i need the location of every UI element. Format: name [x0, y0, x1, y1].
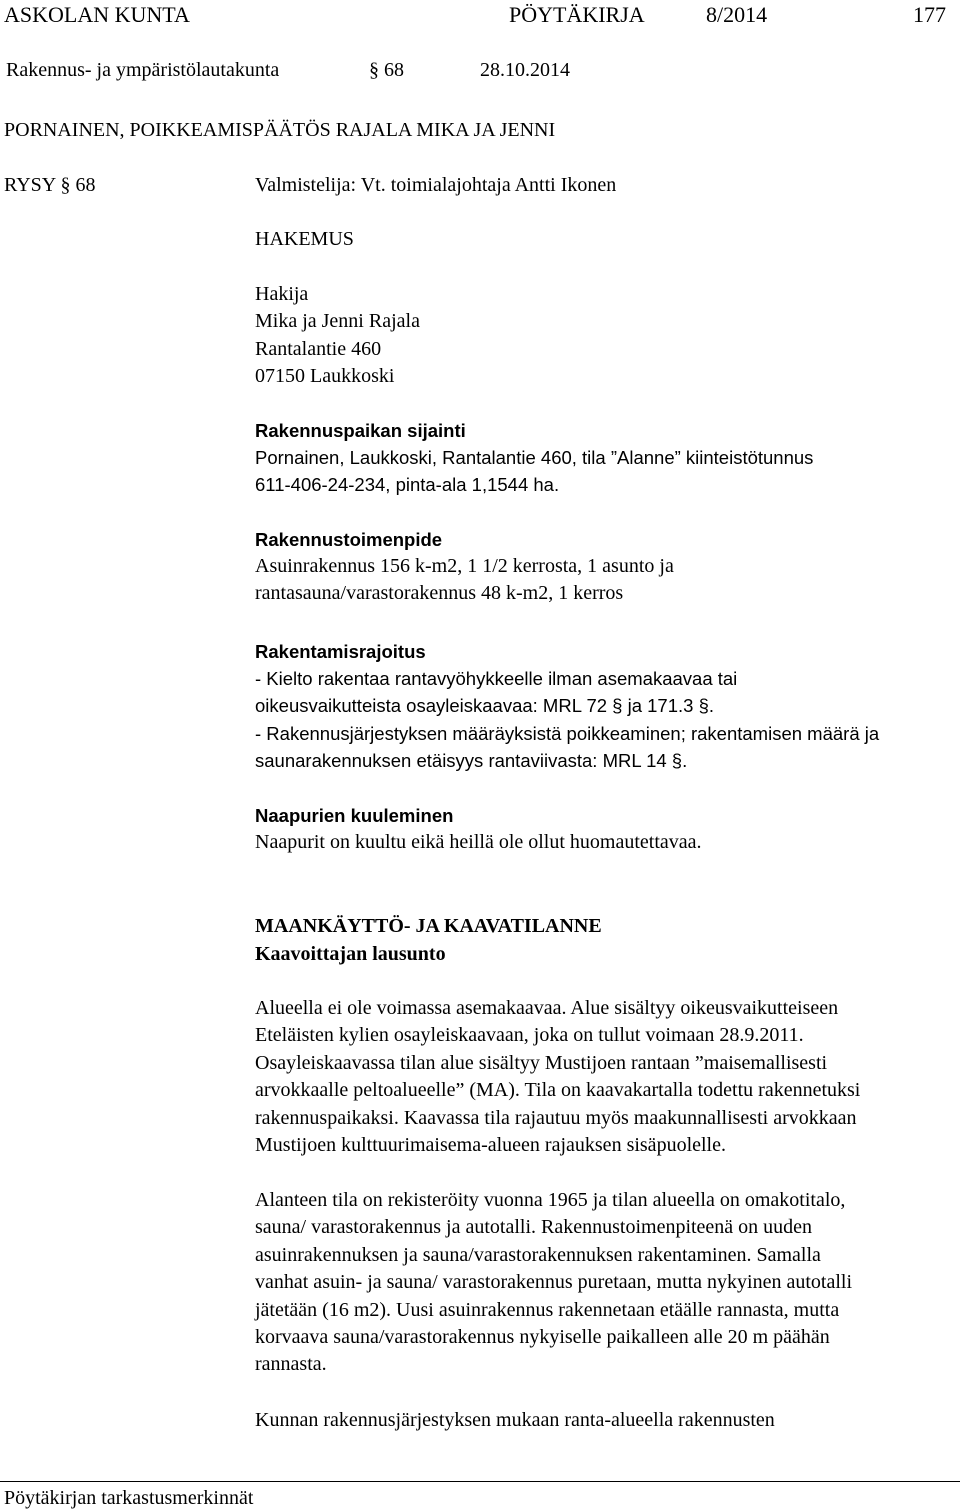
location-block	[255, 444, 955, 499]
statement-line: Osayleiskaavassa tilan alue sisältyy Mustijoen rantaan ”maisemallisesti	[255, 1051, 828, 1074]
applicant-street: Rantalantie 460	[255, 337, 382, 360]
measure-heading: Rakennustoimenpide	[255, 529, 443, 550]
measure-block	[255, 553, 955, 608]
measure-line: Asuinrakennus 156 k-m2, 1 1/2 kerrosta, 1 asunto ja	[255, 555, 674, 577]
history-line: jätetään (16 m2). Uusi asuinrakennus rakennetaan etäälle rannasta, mutta	[255, 1298, 840, 1321]
history-line: sauna/ varastorakennus ja autotalli. Rakennustoimenpiteenä on uuden	[255, 1216, 813, 1239]
restriction-block	[255, 665, 955, 775]
history-line: korvaava sauna/varastorakennus nykyiselle paikalleen alle 20 m päähän	[255, 1325, 830, 1348]
restriction-line: oikeusvaikutteista osayleiskaavaa: MRL 72 § ja 171.3 §.	[255, 695, 714, 717]
matter-title: PORNAINEN, POIKKEAMISPÄÄTÖS RAJALA MIKA JA JENNI	[4, 119, 556, 141]
continued-line: Kunnan rakennusjärjestyksen mukaan ranta-alueella rakennusten	[255, 1409, 775, 1431]
history-line: Alanteen tila on rekisteröity vuonna 1965 ja tilan alueella on omakotitalo,	[255, 1189, 846, 1211]
location-line: 611-406-24-234, pinta-ala 1,1544 ha.	[255, 474, 560, 496]
applicant-block	[255, 281, 955, 391]
applicant-name: Mika ja Jenni Rajala	[255, 310, 420, 333]
land-use-heading: MAANKÄYTTÖ- JA KAAVATILANNE	[255, 915, 602, 937]
footer-rule	[0, 1481, 960, 1482]
statement-line: Mustijoen kulttuurimaisema-alueen rajauksen sisäpuolelle.	[255, 1133, 726, 1156]
neighbours-block	[255, 829, 955, 856]
issue-number: 8/2014	[706, 2, 768, 27]
document-type: PÖYTÄKIRJA	[509, 2, 645, 27]
section-number: § 68	[369, 59, 404, 81]
committee-name: Rakennus- ja ympäristölautakunta	[6, 59, 280, 81]
restriction-line: - Kielto rakentaa rantavyöhykkeelle ilman asemakaavaa tai	[255, 668, 738, 689]
history-line: rannasta.	[255, 1353, 327, 1376]
page-number: 177	[913, 2, 946, 27]
neighbours-line: Naapurit on kuultu eikä heillä ole ollut huomautettavaa.	[255, 831, 702, 853]
neighbours-heading: Naapurien kuuleminen	[255, 805, 454, 826]
restriction-line: saunarakennuksen etäisyys rantaviivasta: MRL 14 §.	[255, 750, 688, 772]
applicant-postcode: 07150 Laukkoski	[255, 365, 395, 388]
matter-reference: RYSY § 68	[4, 174, 96, 196]
restriction-heading: Rakentamisrajoitus	[255, 641, 426, 662]
location-line: Pornainen, Laukkoski, Rantalantie 460, tila ”Alanne” kiinteistötunnus	[255, 447, 814, 468]
statement-line: arvokkaalle peltoalueelle” (MA). Tila on kaavakartalla todettu rakennetuksi	[255, 1079, 861, 1102]
planner-heading: Kaavoittajan lausunto	[255, 943, 446, 965]
statement-line: rakennuspaikaksi. Kaavassa tila rajautuu myös maakunnallisesti arvokkaan	[255, 1106, 857, 1129]
location-heading: Rakennuspaikan sijainti	[255, 420, 466, 441]
planner-statement	[255, 995, 955, 1159]
hakemus-heading: HAKEMUS	[255, 228, 354, 250]
measure-line: rantasauna/varastorakennus 48 k-m2, 1 kerros	[255, 582, 624, 605]
history-line: vanhat asuin- ja sauna/ varastorakennus puretaan, mutta nykyinen autotalli	[255, 1271, 853, 1294]
municipality-name: ASKOLAN KUNTA	[4, 2, 190, 27]
verification-label: Pöytäkirjan tarkastusmerkinnät	[4, 1487, 254, 1509]
restriction-line: - Rakennusjärjestyksen määräyksistä poikkeaminen; rakentamisen määrä ja	[255, 722, 880, 744]
preparer-line: Valmistelija: Vt. toimialajohtaja Antti Ikonen	[255, 174, 617, 196]
statement-line: Eteläisten kylien osayleiskaavaan, joka on tullut voimaan 28.9.2011.	[255, 1024, 804, 1047]
statement-line: Alueella ei ole voimassa asemakaavaa. Alue sisältyy oikeusvaikutteiseen	[255, 997, 839, 1019]
history-line: asuinrakennuksen ja sauna/varastorakennuksen rakentaminen. Samalla	[255, 1243, 821, 1266]
history-paragraph	[255, 1187, 955, 1379]
meeting-date: 28.10.2014	[480, 59, 570, 81]
applicant-label: Hakija	[255, 283, 309, 305]
